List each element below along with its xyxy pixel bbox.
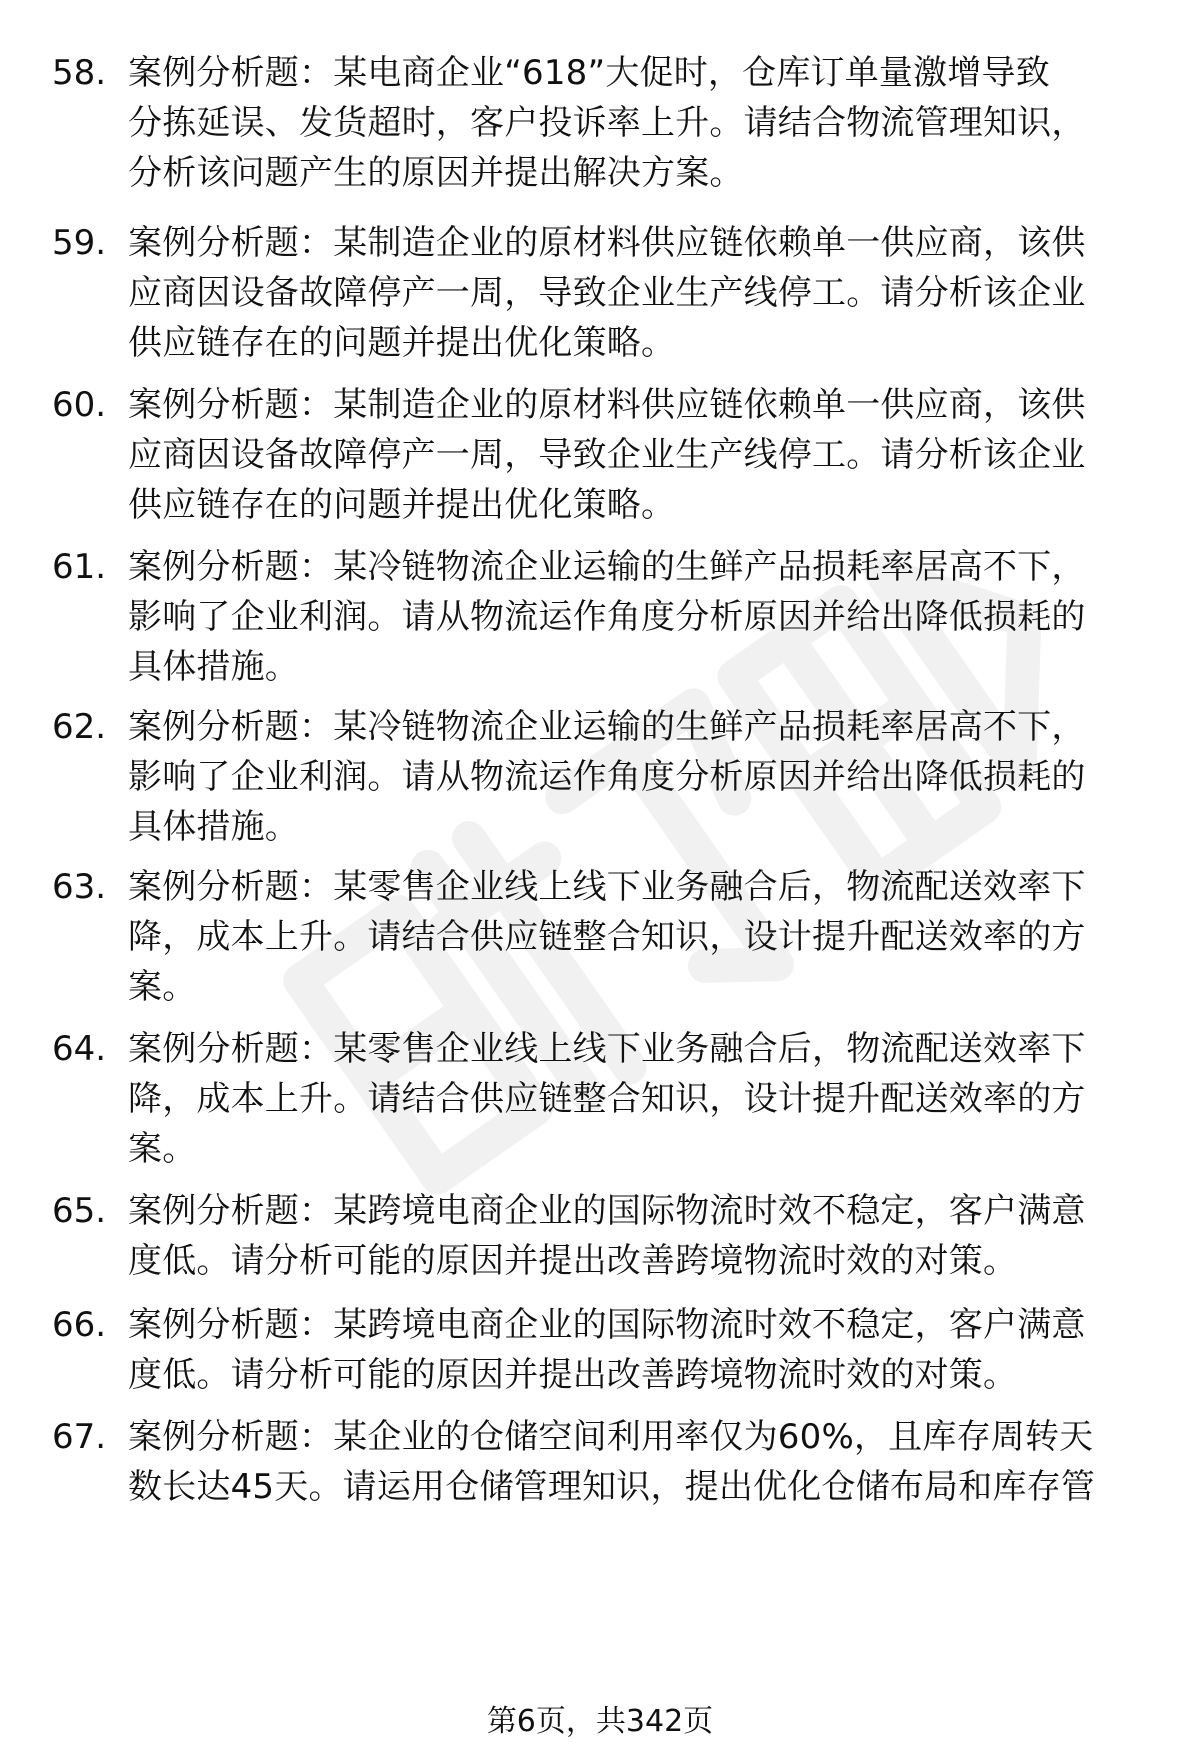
question-text-line: 供应链存在的问题并提出优化策略。 [128,323,676,363]
question-text-line: 案例分析题：某冷链物流企业运输的生鲜产品损耗率居高不下， [128,547,1086,587]
question-text-line: 案例分析题：某跨境电商企业的国际物流时效不稳定，客户满意 [128,1191,1086,1231]
question-text-line: 应商因设备故障停产一周，导致企业生产线停工。请分析该企业 [128,435,1086,475]
question-number: 64. [52,1029,107,1069]
question-text-line: 影响了企业利润。请从物流运作角度分析原因并给出降低损耗的 [128,757,1086,797]
question-text-line: 案例分析题：某企业的仓储空间利用率仅为60%，且库存周转天 [128,1417,1094,1457]
question-text-line: 案例分析题：某电商企业“618”大促时，仓库订单量激增导致 [128,53,1050,93]
question-text-line: 案例分析题：某制造企业的原材料供应链依赖单一供应商，该供 [128,223,1086,263]
question-text-line: 案例分析题：某冷链物流企业运输的生鲜产品损耗率居高不下， [128,707,1086,747]
question-text-line: 供应链存在的问题并提出优化策略。 [128,485,676,525]
question-text-line: 数长达45天。请运用仓储管理知识，提出优化仓储布局和库存管 [128,1467,1096,1507]
question-text-line: 影响了企业利润。请从物流运作角度分析原因并给出降低损耗的 [128,597,1086,637]
question-text-line: 案。 [128,1129,197,1169]
question-text-line: 案例分析题：某跨境电商企业的国际物流时效不稳定，客户满意 [128,1305,1086,1345]
question-number: 62. [52,707,107,747]
question-text-line: 降，成本上升。请结合供应链整合知识，设计提升配送效率的方 [128,1079,1086,1119]
question-text-line: 具体措施。 [128,647,299,687]
question-text-line: 具体措施。 [128,807,299,847]
page-footer: 第6页，共342页 [486,1704,714,1739]
question-text-line: 案。 [128,967,197,1007]
question-number: 65. [52,1191,107,1231]
question-text-line: 降，成本上升。请结合供应链整合知识，设计提升配送效率的方 [128,917,1086,957]
question-number: 63. [52,867,107,907]
question-number: 59. [52,223,107,263]
question-text-line: 应商因设备故障停产一周，导致企业生产线停工。请分析该企业 [128,273,1086,313]
question-text-line: 度低。请分析可能的原因并提出改善跨境物流时效的对策。 [128,1241,1018,1281]
question-number: 60. [52,385,107,425]
question-number: 66. [52,1305,107,1345]
question-text-line: 案例分析题：某零售企业线上线下业务融合后，物流配送效率下 [128,1029,1086,1069]
question-number: 58. [52,53,107,93]
question-text-line: 案例分析题：某制造企业的原材料供应链依赖单一供应商，该供 [128,385,1086,425]
question-text-line: 案例分析题：某零售企业线上线下业务融合后，物流配送效率下 [128,867,1086,907]
question-text-line: 度低。请分析可能的原因并提出改善跨境物流时效的对策。 [128,1355,1018,1395]
question-number: 61. [52,547,107,587]
question-text-line: 分拣延误、发货超时，客户投诉率上升。请结合物流管理知识， [128,103,1086,143]
question-text-line: 分析该问题产生的原因并提出解决方案。 [128,153,744,193]
question-number: 67. [52,1417,107,1457]
